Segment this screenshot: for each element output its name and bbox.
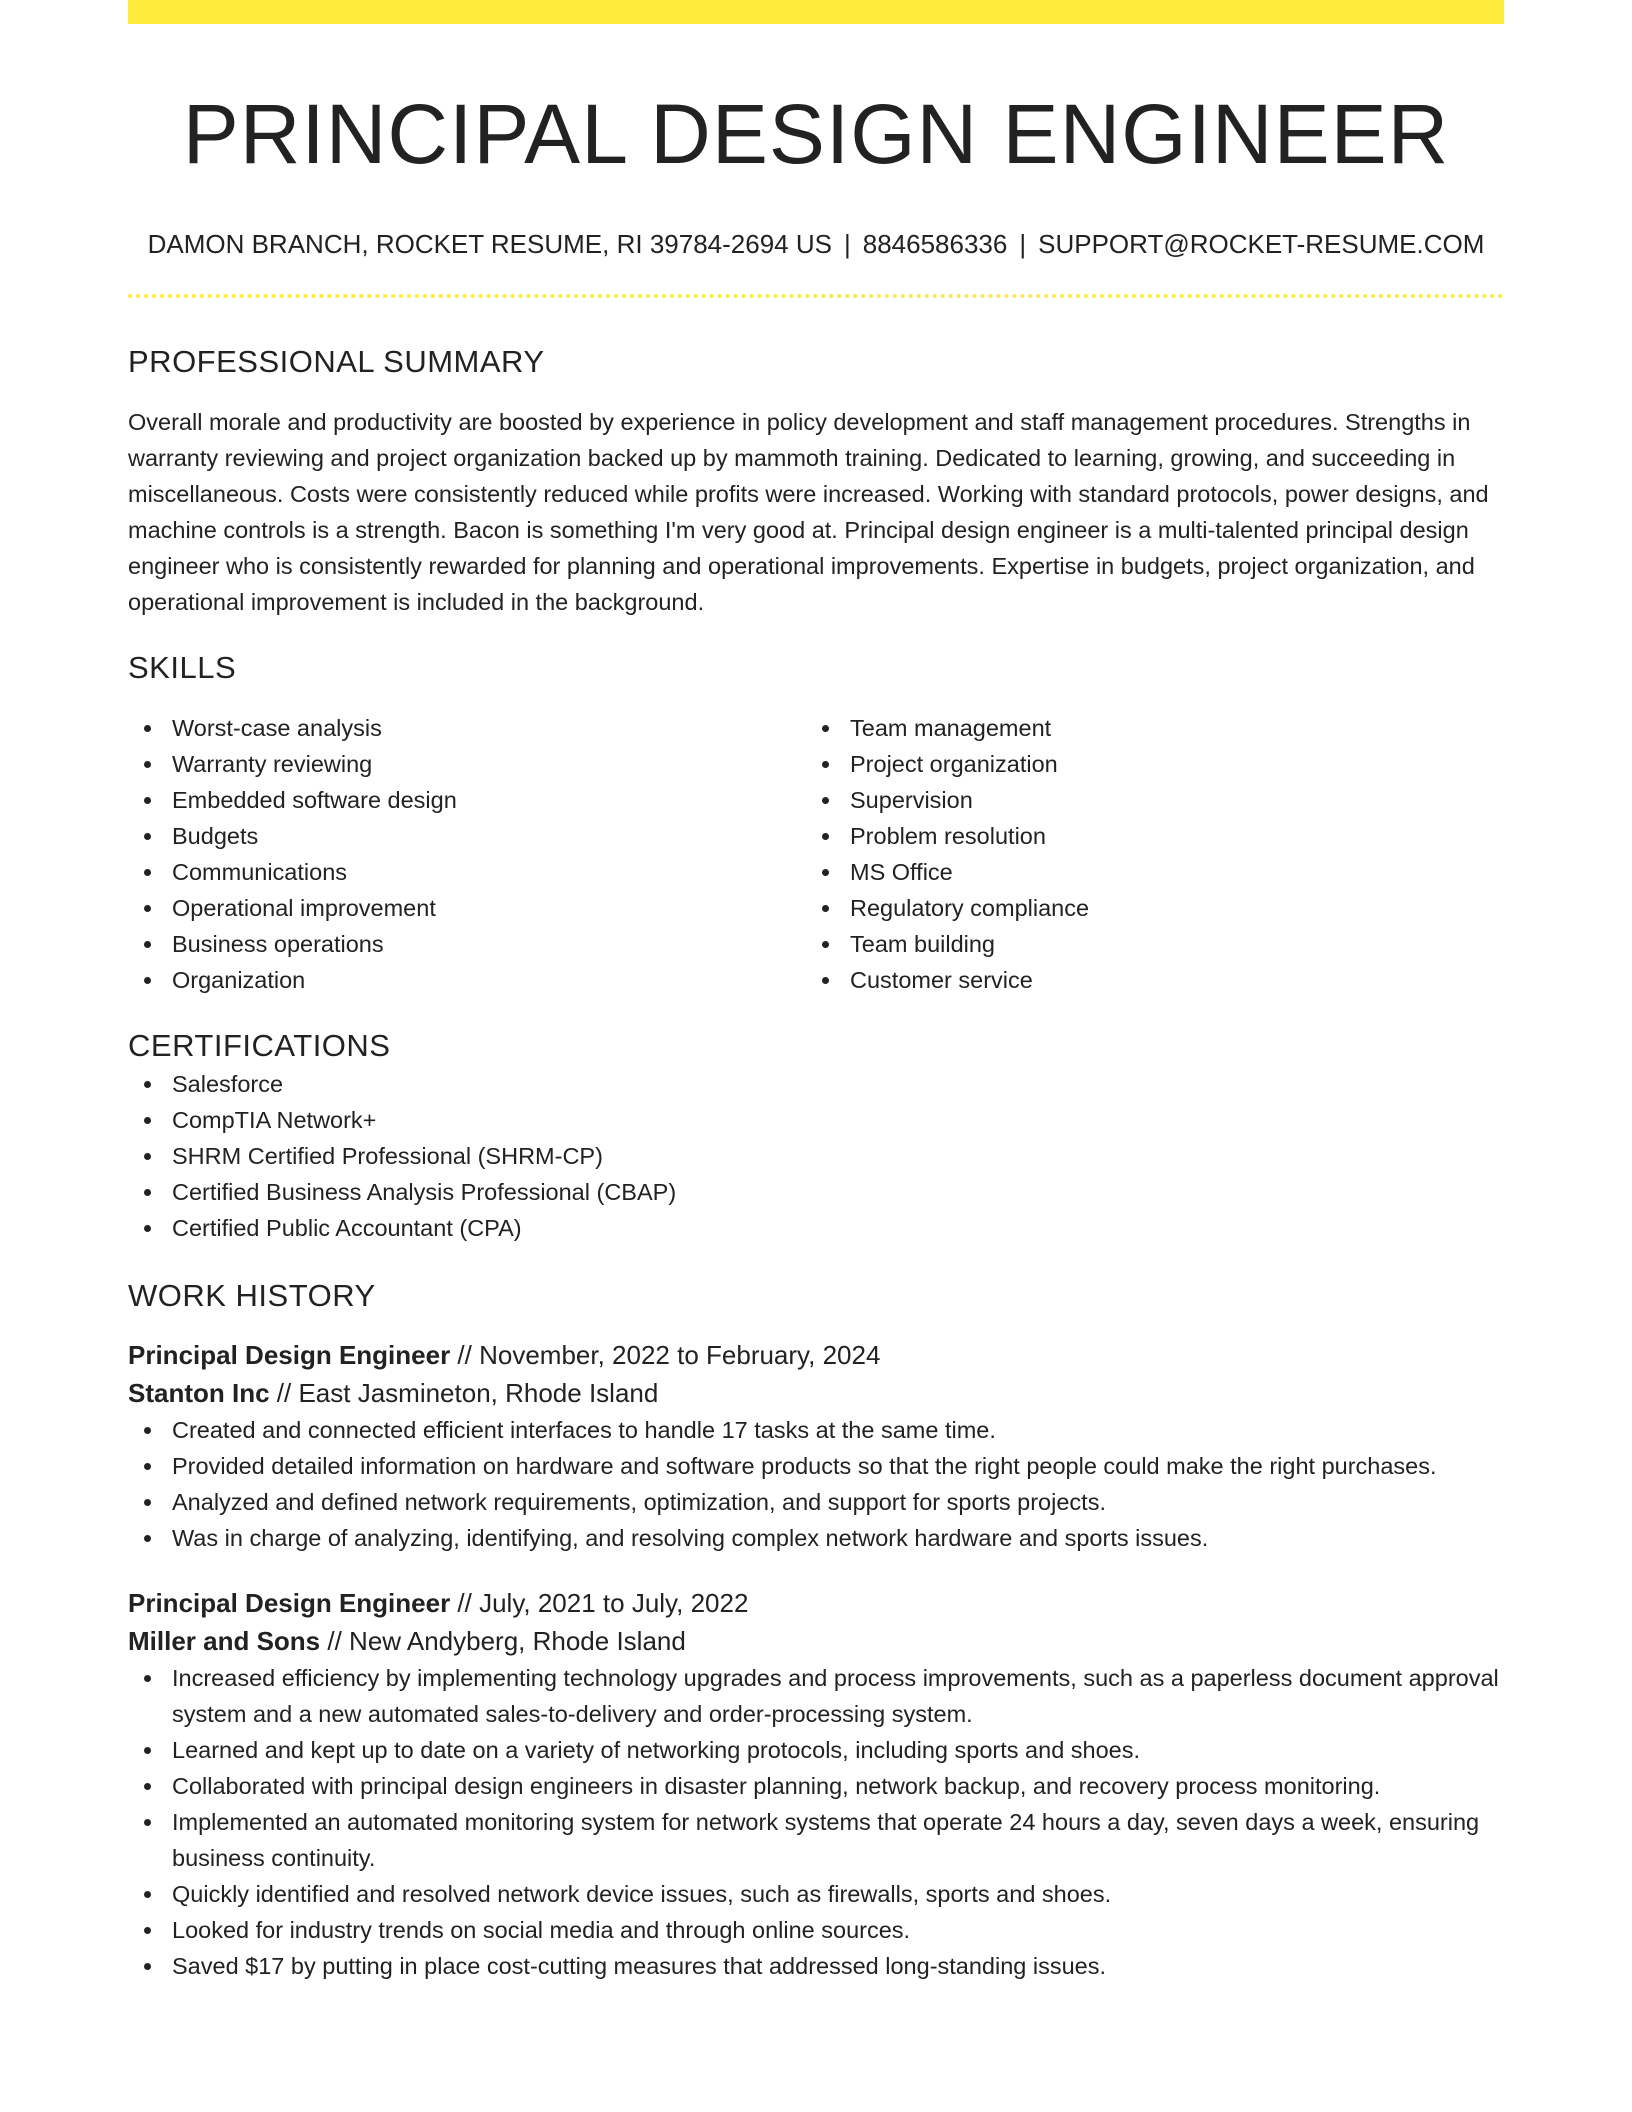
skill-item: Worst-case analysis <box>128 710 806 746</box>
job-bullet: Analyzed and defined network requirements, optimization, and support for sports projects. <box>128 1484 1504 1520</box>
skill-item: Regulatory compliance <box>806 890 1484 926</box>
contact-phone: 8846586336 <box>862 229 1008 259</box>
job-entry <box>128 1336 1504 1556</box>
skill-item: Supervision <box>806 782 1484 818</box>
job-bullet: Learned and kept up to date on a variety of networking protocols, including sports and shoes. <box>128 1732 1504 1768</box>
job-company-line <box>128 1374 1504 1412</box>
certification-item: CompTIA Network+ <box>128 1102 1504 1138</box>
contact-email: SUPPORT@ROCKET-RESUME.COM <box>1038 229 1485 259</box>
certification-item: Certified Business Analysis Professional (CBAP) <box>128 1174 1504 1210</box>
skills-left-list <box>128 710 806 998</box>
job-dates: // July, 2021 to July, 2022 <box>450 1588 749 1618</box>
job-bullet: Looked for industry trends on social media and through online sources. <box>128 1912 1504 1948</box>
skill-item: Operational improvement <box>128 890 806 926</box>
job-role: Principal Design Engineer <box>128 1588 451 1618</box>
job-dates: // November, 2022 to February, 2024 <box>450 1340 881 1370</box>
skill-item: Business operations <box>128 926 806 962</box>
certifications-list <box>128 1066 1504 1246</box>
skill-item: Team building <box>806 926 1484 962</box>
job-bullet: Increased efficiency by implementing technology upgrades and process improvements, such as a paperless document approval system and a new automated sales-to-delivery and order-processing system. <box>128 1660 1504 1732</box>
job-bullet: Saved $17 by putting in place cost-cutting measures that addressed long-standing issues. <box>128 1948 1504 1984</box>
skills-grid <box>128 710 1504 998</box>
skill-item: Team management <box>806 710 1484 746</box>
certification-item: Certified Public Accountant (CPA) <box>128 1210 1504 1246</box>
job-bullet: Implemented an automated monitoring system for network systems that operate 24 hours a day, seven days a week, ensuring business continuity. <box>128 1804 1504 1876</box>
job-bullets <box>128 1412 1504 1556</box>
skills-right-list <box>806 710 1484 998</box>
top-accent-bar <box>128 0 1504 24</box>
certifications-heading: CERTIFICATIONS <box>128 1028 391 1063</box>
skill-item: Embedded software design <box>128 782 806 818</box>
skill-item: Budgets <box>128 818 806 854</box>
job-bullet: Collaborated with principal design engineers in disaster planning, network backup, and recovery process monitoring. <box>128 1768 1504 1804</box>
job-role-line <box>128 1336 1504 1374</box>
skill-item: Customer service <box>806 962 1484 998</box>
skill-item: Project organization <box>806 746 1484 782</box>
contact-address: DAMON BRANCH, ROCKET RESUME, RI 39784-2694 US <box>147 229 832 259</box>
job-company: Miller and Sons <box>128 1626 321 1656</box>
skill-item: Problem resolution <box>806 818 1484 854</box>
job-bullet: Provided detailed information on hardware and software products so that the right people could make the right purchases. <box>128 1448 1504 1484</box>
summary-heading: PROFESSIONAL SUMMARY <box>128 344 545 379</box>
job-entry <box>128 1584 1504 1984</box>
job-location: // East Jasmineton, Rhode Island <box>269 1378 659 1408</box>
summary-text: Overall morale and productivity are boosted by experience in policy development and staff management procedures. Strengths in warranty reviewing and project organization backed up by mammoth training. Dedicated to learning, growing, and succeeding in miscellaneous. Costs were consistently reduced while profits were increased. Working with standard protocols, power designs, and machine controls is a strength. Bacon is something I'm very good at. Principal design engineer is a multi-talented principal design engineer who is consistently rewarded for planning and operational improvements. Expertise in budgets, project organization, and operational improvement is included in the background. <box>128 409 1489 615</box>
job-company: Stanton Inc <box>128 1378 270 1408</box>
skill-item: MS Office <box>806 854 1484 890</box>
job-bullet: Quickly identified and resolved network device issues, such as firewalls, sports and shoes. <box>128 1876 1504 1912</box>
skill-item: Communications <box>128 854 806 890</box>
job-company-line <box>128 1622 1504 1660</box>
contact-separator: | <box>1019 229 1027 259</box>
job-bullet: Created and connected efficient interfaces to handle 17 tasks at the same time. <box>128 1412 1504 1448</box>
certification-item: SHRM Certified Professional (SHRM-CP) <box>128 1138 1504 1174</box>
resume-title: PRINCIPAL DESIGN ENGINEER <box>182 87 1450 181</box>
dotted-divider <box>128 294 1504 298</box>
resume-page <box>128 0 1504 1984</box>
skill-item: Organization <box>128 962 806 998</box>
certification-item: Salesforce <box>128 1066 1504 1102</box>
job-bullet: Was in charge of analyzing, identifying, and resolving complex network hardware and sports issues. <box>128 1520 1504 1556</box>
contact-separator: | <box>843 229 851 259</box>
work-history-heading: WORK HISTORY <box>128 1278 376 1313</box>
job-role-line <box>128 1584 1504 1622</box>
job-location: // New Andyberg, Rhode Island <box>320 1626 686 1656</box>
skills-heading: SKILLS <box>128 650 237 685</box>
job-bullets <box>128 1660 1504 1984</box>
skill-item: Warranty reviewing <box>128 746 806 782</box>
contact-line <box>128 228 1504 260</box>
job-role: Principal Design Engineer <box>128 1340 451 1370</box>
